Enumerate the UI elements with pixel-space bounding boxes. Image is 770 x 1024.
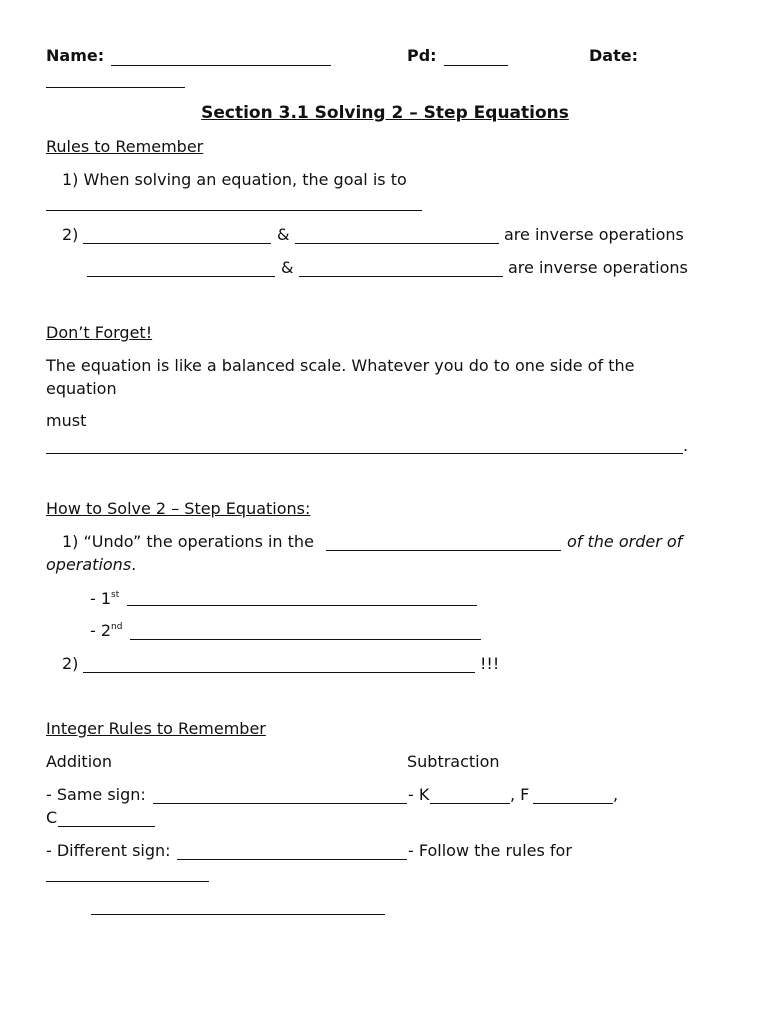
step-1-blank[interactable] (326, 550, 561, 551)
balanced-scale-text: The equation is like a balanced scale. Whatever you do to one side of the (46, 356, 635, 375)
different-sign-label: - Different sign: (46, 841, 171, 860)
same-sign-blank[interactable] (153, 803, 407, 804)
rule-2b-blank-1[interactable] (87, 276, 275, 277)
rule-2-number: 2) (62, 225, 79, 244)
pd-label: Pd: (407, 46, 437, 65)
step-2-blank[interactable] (83, 672, 475, 673)
kfc-comma: , (613, 785, 619, 804)
kfc-k-blank[interactable] (430, 803, 510, 804)
period: . (683, 436, 689, 455)
integer-rules-heading: Integer Rules to Remember (46, 719, 266, 738)
dont-forget-heading: Don’t Forget! (46, 323, 153, 342)
must-text: must (46, 411, 87, 430)
kfc-c-label: C (46, 808, 58, 827)
rule-2a-blank-2[interactable] (295, 243, 499, 244)
rule-2b-blank-2[interactable] (299, 276, 503, 277)
first-sup: st (111, 590, 120, 600)
different-sign-blank[interactable] (177, 859, 407, 860)
rule-2a-blank-1[interactable] (83, 243, 271, 244)
first-step-blank[interactable] (127, 605, 477, 606)
name-label: Name: (46, 46, 105, 65)
follow-rules-blank[interactable] (46, 881, 209, 882)
ampersand: & (281, 258, 294, 277)
subtraction-label: Subtraction (407, 752, 500, 771)
kfc-c-blank[interactable] (58, 826, 155, 827)
addition-label: Addition (46, 752, 113, 771)
pd-blank[interactable] (444, 65, 508, 66)
date-blank[interactable] (46, 87, 185, 88)
date-label: Date: (589, 46, 638, 65)
how-to-heading: How to Solve 2 – Step Equations: (46, 499, 311, 518)
same-sign-label: - Same sign: (46, 785, 146, 804)
second-label: - 2 (90, 621, 112, 640)
must-blank[interactable] (46, 453, 683, 454)
operations-text: operations (46, 555, 132, 574)
second-step-blank[interactable] (130, 639, 481, 640)
kfc-k-label: - K (408, 785, 430, 804)
step-2-exclaim: !!! (480, 654, 500, 673)
rule-1-blank[interactable] (46, 210, 422, 211)
kfc-f-label: , F (510, 785, 530, 804)
step-1-suffix: of the order of (567, 532, 683, 551)
rules-heading: Rules to Remember (46, 137, 204, 156)
first-label: - 1 (90, 589, 112, 608)
ampersand: & (277, 225, 290, 244)
step-1-text: 1) “Undo” the operations in the (62, 532, 314, 551)
kfc-f-blank[interactable] (533, 803, 613, 804)
page-title: Section 3.1 Solving 2 – Step Equations (201, 103, 569, 123)
rule-1-text: 1) When solving an equation, the goal is to (62, 170, 407, 189)
inverse-operations-text: are inverse operations (508, 258, 688, 277)
follow-rules-text: - Follow the rules for (408, 841, 572, 860)
inverse-operations-text: are inverse operations (504, 225, 684, 244)
step-2-number: 2) (62, 654, 79, 673)
different-sign-blank-2[interactable] (91, 914, 385, 915)
balanced-scale-text-cont: equation (46, 379, 117, 398)
operations-period: . (131, 555, 137, 574)
second-sup: nd (111, 622, 123, 632)
name-blank[interactable] (111, 65, 331, 66)
